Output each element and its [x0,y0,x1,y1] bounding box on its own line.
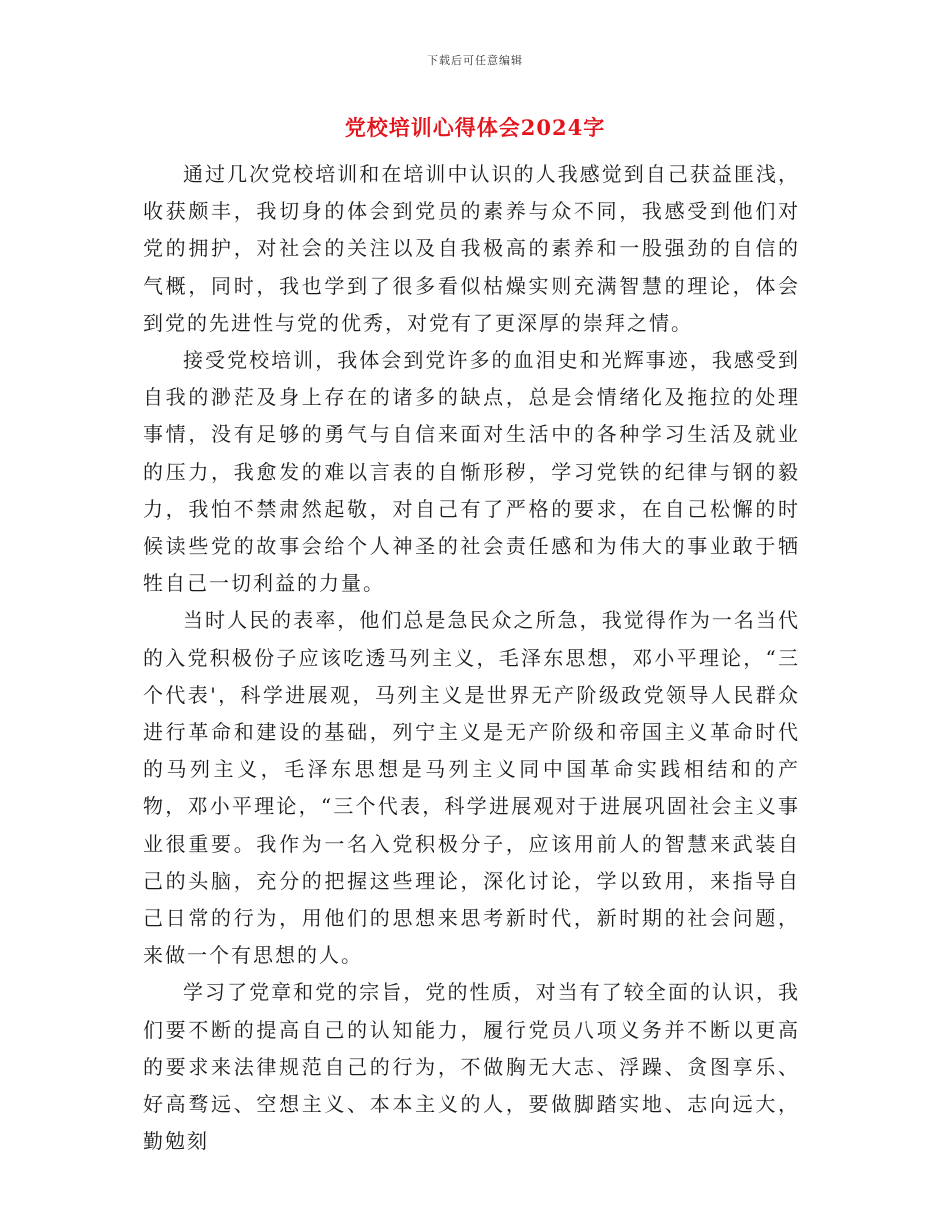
paragraph-4: 学习了党章和党的宗旨，党的性质，对当有了较全面的认识，我们要不断的提高自己的认知能力，履行党员八项义务并不断以更高的要求来法律规范自己的行为，不做胸无大志、浮躁、贪图享乐、好高骛远、空想主义、本本主义的人，要做脚踏实地、志向远大，勤勉刻 [143,980,800,1154]
header-note: 下载后可任意编辑 [427,54,523,67]
document-title: 党校培训心得体会2024字 [344,115,606,140]
document-body [143,156,800,1160]
paragraph-3: 当时人民的表率，他们总是急民众之所急，我觉得作为一名当代的入党积极份子应该吃透马列主义，毛泽东思想，邓小平理论，“三个代表'，科学进展观，马列主义是世界无产阶级政党领导人民群众进行革命和建设的基础，列宁主义是无产阶级和帝国主义革命时代的马列主义，毛泽东思想是马列主义同中国革命实践相结和的产物，邓小平理论，“三个代表，科学进展观对于进展巩固社会主义事业很重要。我作为一名入党积极分子，应该用前人的智慧来武装自己的头脑，充分的把握这些理论，深化讨论，学以致用，来指导自己日常的行为，用他们的思想来思考新时代，新时期的社会问题，来做一个有思想的人。 [143,608,800,968]
paragraph-1: 通过几次党校培训和在培训中认识的人我感觉到自己获益匪浅，收获颇丰，我切身的体会到党员的素养与众不同，我感受到他们对党的拥护，对社会的关注以及自我极高的素养和一股强劲的自信的气概，同时，我也学到了很多看似枯燥实则充满智慧的理论，体会到党的先进性与党的优秀，对党有了更深厚的崇拜之情。 [143,162,800,335]
paragraph-2: 接受党校培训，我体会到党许多的血泪史和光辉事迹，我感受到自我的渺茫及身上存在的诸多的缺点，总是会情绪化及拖拉的处理事情，没有足够的勇气与自信来面对生活中的各种学习生活及就业的压力，我愈发的难以言表的自惭形秽，学习党铁的纪律与钢的毅力，我怕不禁肃然起敬，对自己有了严格的要求，在自己松懈的时候读些党的故事会给个人神圣的社会责任感和为伟大的事业敢于牺牲自己一切利益的力量。 [143,348,800,596]
